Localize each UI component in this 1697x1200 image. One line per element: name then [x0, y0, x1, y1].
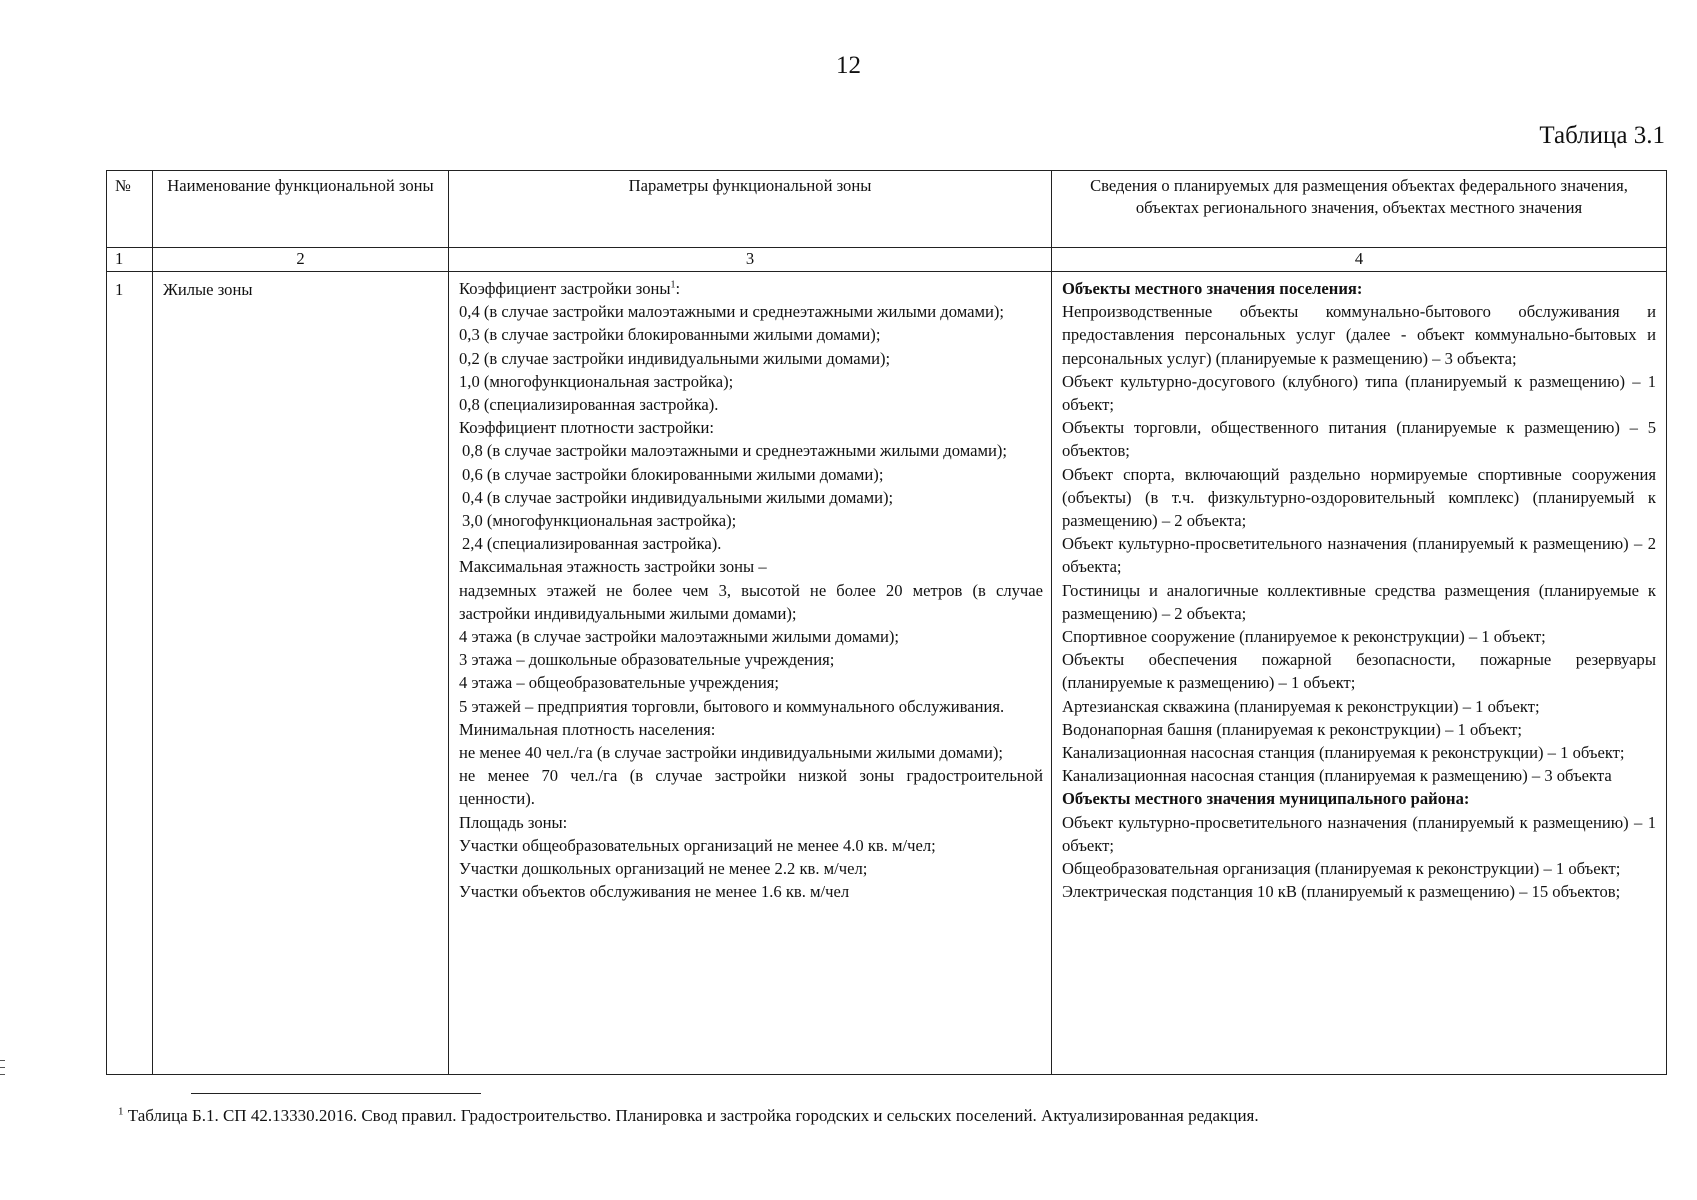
zone-name: Жилые зоны [153, 272, 449, 1075]
zones-table [106, 170, 1667, 1075]
settlement-object-line: Гостиницы и аналогичные коллективные средства размещения (планируемые к размещению) – 2 объекта; [1062, 580, 1656, 623]
population-line: не менее 70 чел./га (в случае застройки низкой зоны градостроительной ценности). [459, 766, 1043, 809]
settlement-object-line: Артезианская скважина (планируемая к реконструкции) – 1 объект; [1062, 696, 1540, 716]
density-title: Коэффициент плотности застройки: [459, 418, 714, 438]
population-title: Минимальная плотность населения: [459, 719, 716, 739]
district-objects-title: Объекты местного значения муниципального района: [1062, 789, 1470, 809]
planned-objects [1052, 272, 1667, 1075]
floors-line: 4 этажа (в случае застройки малоэтажными жилыми домами); [459, 627, 899, 647]
settlement-object-line: Объекты торговли, общественного питания (планируемые к размещению) – 5 объектов; [1062, 418, 1656, 461]
density-line: 0,8 (в случае застройки малоэтажными и среднеэтажными жилыми домами); [462, 441, 1008, 461]
scan-mark [0, 1067, 5, 1068]
floors-line: 4 этажа – общеобразовательные учреждения; [459, 673, 779, 693]
district-object-line: Общеобразовательная организация (планируемая к реконструкции) – 1 объект; [1062, 859, 1621, 879]
district-object-line: Объект культурно-просветительного назначения (планируемый к размещению) – 1 объект; [1062, 812, 1656, 855]
footnote-marker: 1 [118, 1105, 124, 1118]
floors-line: надземных этажей не более чем 3, высотой не более 20 метров (в случае застройки индивидуальными жилыми домами); [459, 580, 1043, 623]
header-number: № [107, 171, 153, 248]
scan-mark [0, 1074, 5, 1075]
header-params: Параметры функциональной зоны [449, 171, 1052, 248]
footnote [118, 1106, 1678, 1126]
coefficient-title [459, 277, 1043, 300]
page-number: 12 [836, 52, 861, 79]
table-header-row [107, 171, 1667, 248]
density-line: 0,6 (в случае застройки блокированными жилыми домами); [462, 464, 884, 484]
floors-title: Максимальная этажность застройки зоны – [459, 557, 767, 577]
area-line: Участки дошкольных организаций не менее 2.2 кв. м/чел; [459, 859, 868, 879]
settlement-object-line: Непроизводственные объекты коммунально-бытового обслуживания и предоставления персональных услуг (далее - объект коммунально-бытовых и персональных услуг) (планируемые к размещению) – 3 объекта; [1062, 302, 1656, 368]
settlement-object-line: Спортивное сооружение (планируемое к реконструкции) – 1 объект; [1062, 627, 1546, 647]
zones-table-wrapper [106, 170, 1666, 1075]
density-line: 3,0 (многофункциональная застройка); [462, 511, 737, 531]
coefficient-title-text: Коэффициент застройки зоны [459, 279, 671, 298]
scan-margin-marks [0, 1060, 6, 1100]
table-caption: Таблица 3.1 [1539, 122, 1665, 149]
settlement-object-line: Объект культурно-просветительного назначения (планируемый к размещению) – 2 объекта; [1062, 534, 1656, 577]
coefficient-line: 0,2 (в случае застройки индивидуальными жилыми домами); [459, 348, 891, 368]
table-row [107, 272, 1667, 1075]
population-line: не менее 40 чел./га (в случае застройки индивидуальными жилыми домами); [459, 743, 1004, 763]
coefficient-line: 0,3 (в случае застройки блокированными жилыми домами); [459, 325, 881, 345]
column-index: 3 [449, 248, 1052, 272]
settlement-object-line: Объект спорта, включающий раздельно нормируемые спортивные сооружения (объекты) (в т.ч. физкультурно-оздоровительный комплекс) (планируемый к размещению) – 2 объекта; [1062, 464, 1656, 531]
scan-mark [0, 1060, 5, 1061]
header-objects: Сведения о планируемых для размещения объектах федерального значения, объектах регионального значения, объектах местного значения [1052, 171, 1667, 248]
density-line: 0,4 (в случае застройки индивидуальными жилыми домами); [462, 487, 894, 507]
coefficient-title-suffix: : [675, 279, 681, 298]
settlement-objects-title: Объекты местного значения поселения: [1062, 279, 1363, 298]
footnote-divider [191, 1093, 481, 1094]
coefficient-line: 0,8 (специализированная застройка). [459, 395, 719, 415]
floors-line: 5 этажей – предприятия торговли, бытового и коммунального обслуживания. [459, 696, 1005, 716]
row-number: 1 [107, 272, 153, 1075]
area-line: Участки объектов обслуживания не менее 1.6 кв. м/чел [459, 882, 850, 902]
column-index-row [107, 248, 1667, 272]
zone-parameters [449, 272, 1052, 1075]
column-index: 1 [107, 248, 153, 272]
area-line: Участки общеобразовательных организаций не менее 4.0 кв. м/чел; [459, 835, 936, 855]
settlement-object-line: Объект культурно-досугового (клубного) типа (планируемый к размещению) – 1 объект; [1062, 371, 1656, 415]
area-title: Площадь зоны: [459, 812, 568, 832]
floors-line: 3 этажа – дошкольные образовательные учреждения; [459, 650, 835, 670]
coefficient-line: 1,0 (многофункциональная застройка); [459, 371, 734, 391]
footnote-reference: 1 [670, 279, 676, 291]
settlement-object-line: Канализационная насосная станция (планируемая к реконструкции) – 1 объект; [1062, 743, 1625, 763]
density-line: 2,4 (специализированная застройка). [462, 534, 722, 554]
coefficient-line: 0,4 (в случае застройки малоэтажными и среднеэтажными жилыми домами); [459, 302, 1005, 322]
settlement-object-line: Водонапорная башня (планируемая к реконструкции) – 1 объект; [1062, 719, 1522, 739]
column-index: 4 [1052, 248, 1667, 272]
district-object-line: Электрическая подстанция 10 кВ (планируемый к размещению) – 15 объектов; [1062, 882, 1621, 902]
footnote-text: Таблица Б.1. СП 42.13330.2016. Свод правил. Градостроительство. Планировка и застройка городских и сельских поселений. Актуализированная редакция. [127, 1106, 1259, 1125]
column-index: 2 [153, 248, 449, 272]
header-zone-name: Наименование функциональной зоны [153, 171, 449, 248]
settlement-object-line: Канализационная насосная станция (планируемая к размещению) – 3 объекта [1062, 766, 1612, 786]
settlement-object-line: Объекты обеспечения пожарной безопасности, пожарные резервуары (планируемые к размещению) – 1 объект; [1062, 650, 1656, 693]
